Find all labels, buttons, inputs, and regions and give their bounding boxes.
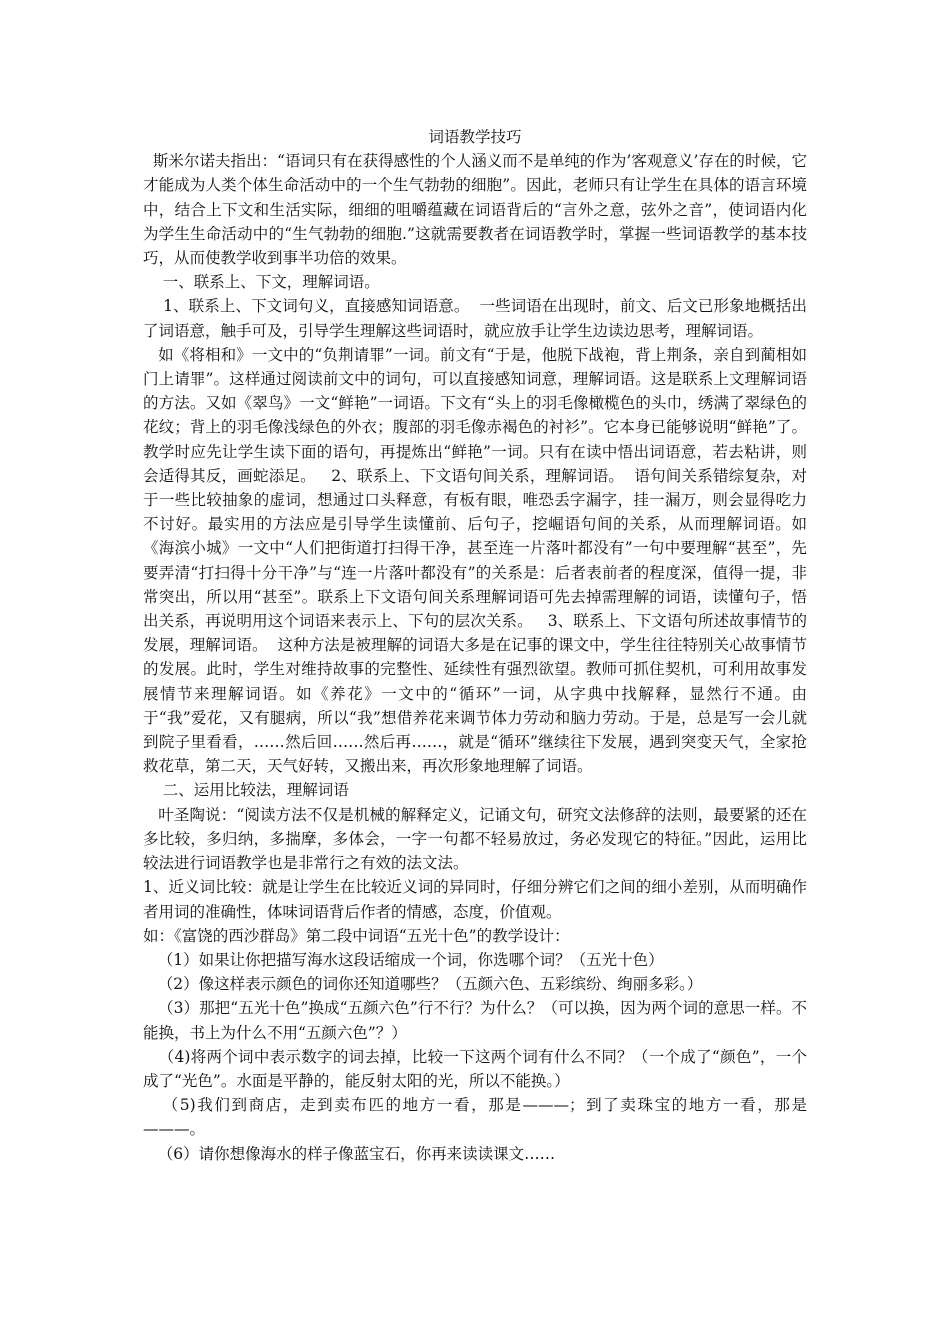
- list-item: （1）如果让你把描写海水这段话缩成一个词，你选哪个词？（五光十色）: [143, 950, 664, 969]
- list-item: （2）像这样表示颜色的词你还知道哪些？（五颜六色、五彩缤纷、绚丽多彩。）: [143, 975, 703, 994]
- quote-paragraph: 叶圣陶说：“阅读方法不仅是机械的解释定义，记诵文句，研究文法修辞的法则，最要紧的还在多比较，多归纳，多揣摩，多体会，一字一句都不轻易放过，务必发现它的特征。”因此，运用比较法进行词语教学也是非常行之有效的法文法。: [143, 805, 808, 873]
- section-heading-2: 二、运用比较法，理解词语: [143, 781, 349, 800]
- list-item: （4)将两个词中表示数字的词去掉，比较一下这两个词有什么不同？（一个成了“颜色”，一个成了“光色”。水面是平静的，能反射太阳的光，所以不能换。）: [143, 1047, 808, 1090]
- list-item: （6）请你想像海水的样子像蓝宝石，你再来读读课文……: [143, 1144, 556, 1163]
- list-item: （5)我们到商店，走到卖布匹的地方一看，那是———；到了卖珠宝的地方一看，那是———。: [143, 1096, 808, 1139]
- subsection-1-paragraph: 1、联系上、下文词句义，直接感知词语意。 一些词语在出现时，前文、后文已形象地概括出了词语意，触手可及，引导学生理解这些词语时，就应放手让学生边读边思考，理解词语。: [143, 297, 807, 340]
- synonym-comparison-paragraph: 1、近义词比较：就是让学生在比较近义词的异同时，仔细分辨它们之间的细小差别，从而明确作者用词的准确性，体味词语背后作者的情感，态度，价值观。: [143, 878, 807, 921]
- section-heading-1: 一、联系上、下文，理解词语。: [143, 273, 380, 292]
- intro-paragraph: 斯米尔诺夫指出：“语词只有在获得感性的个人涵义而不是单纯的作为’客观意义’存在的时候，它才能成为人类个体生命活动中的一个生气勃勃的细胞”。因此，老师只有让学生在具体的语言环境中，结合上下文和生活实际，细细的咀嚼蕴藏在词语背后的“言外之意，弦外之音”，使词语内化为学生生命活动中的“生气勃勃的细胞.”这就需要教者在词语教学时，掌握一些词语教学的基本技巧，从而使教学收到事半功倍的效果。: [143, 152, 808, 268]
- examples-paragraph: 如《将相和》一文中的“负荆请罪”一词。前文有“于是，他脱下战袍，背上荆条，亲自到蔺相如门上请罪”。这样通过阅读前文中的词句，可以直接感知词意，理解词语。这是联系上文理解词语的方法。又如《翠鸟》一文“鲜艳”一词语。下文有“头上的羽毛像橄榄色的头巾，绣满了翠绿色的花纹；背上的羽毛像浅绿色的外衣；腹部的羽毛像赤褐色的衬衫”。它本身已能够说明“鲜艳”了。教学时应先让学生读下面的语句，再提炼出“鲜艳”一词。只有在读中悟出词语意，若去粘讲，则会适得其反，画蛇添足。 2、联系上、下文语句间关系，理解词语。 语句间关系错综复杂，对于一些比较抽象的虚词，想通过口头释意，有板有眼，唯恐丢字漏字，挂一漏万，则会显得吃力不讨好。最实用的方法应是引导学生读懂前、后句子，挖崛语句间的关系，从而理解词语。如《海滨小城》一文中“人们把街道打扫得干净，甚至连一片落叶都没有”一句中要理解“甚至”，先要弄清“打扫得十分干净”与“连一片落叶都没有”的关系是：后者表前者的程度深，值得一提，非常突出，所以用“甚至”。联系上下文语句间关系理解词语可先去掉需理解的词语，读懂句子，悟出关系，再说明用这个词语来表示上、下句的层次关系。 3、联系上、下文语句所述故事情节的发展，理解词语。 这种方法是被理解的词语大多是在记事的课文中，学生往往特别关心故事情节的发展。此时，学生对维持故事的完整性、延续性有强烈欲望。教师可抓住契机，可利用故事发展情节来理解词语。如《养花》一文中的“循环”一词，从字典中找解释，显然行不通。由于“我”爱花，又有腿病，所以“我”想借养花来调节体力劳动和脑力劳动。于是，总是写一会儿就到院子里看看，……然后回……然后再……，就是“循环”继续往下发展，遇到突变天气，全家抢救花草，第二天，天气好转，又搬出来，再次形象地理解了词语。: [143, 345, 808, 776]
- example-intro: 如：《富饶的西沙群岛》第二段中词语“五光十色”的教学设计：: [143, 926, 570, 945]
- list-item: （3）那把“五光十色”换成“五颜六色”行不行？为什么？（可以换，因为两个词的意思一样。不能换，书上为什么不用“五颜六色”？）: [143, 999, 808, 1042]
- document-title: 词语教学技巧: [428, 128, 522, 146]
- document-page: [143, 125, 807, 1166]
